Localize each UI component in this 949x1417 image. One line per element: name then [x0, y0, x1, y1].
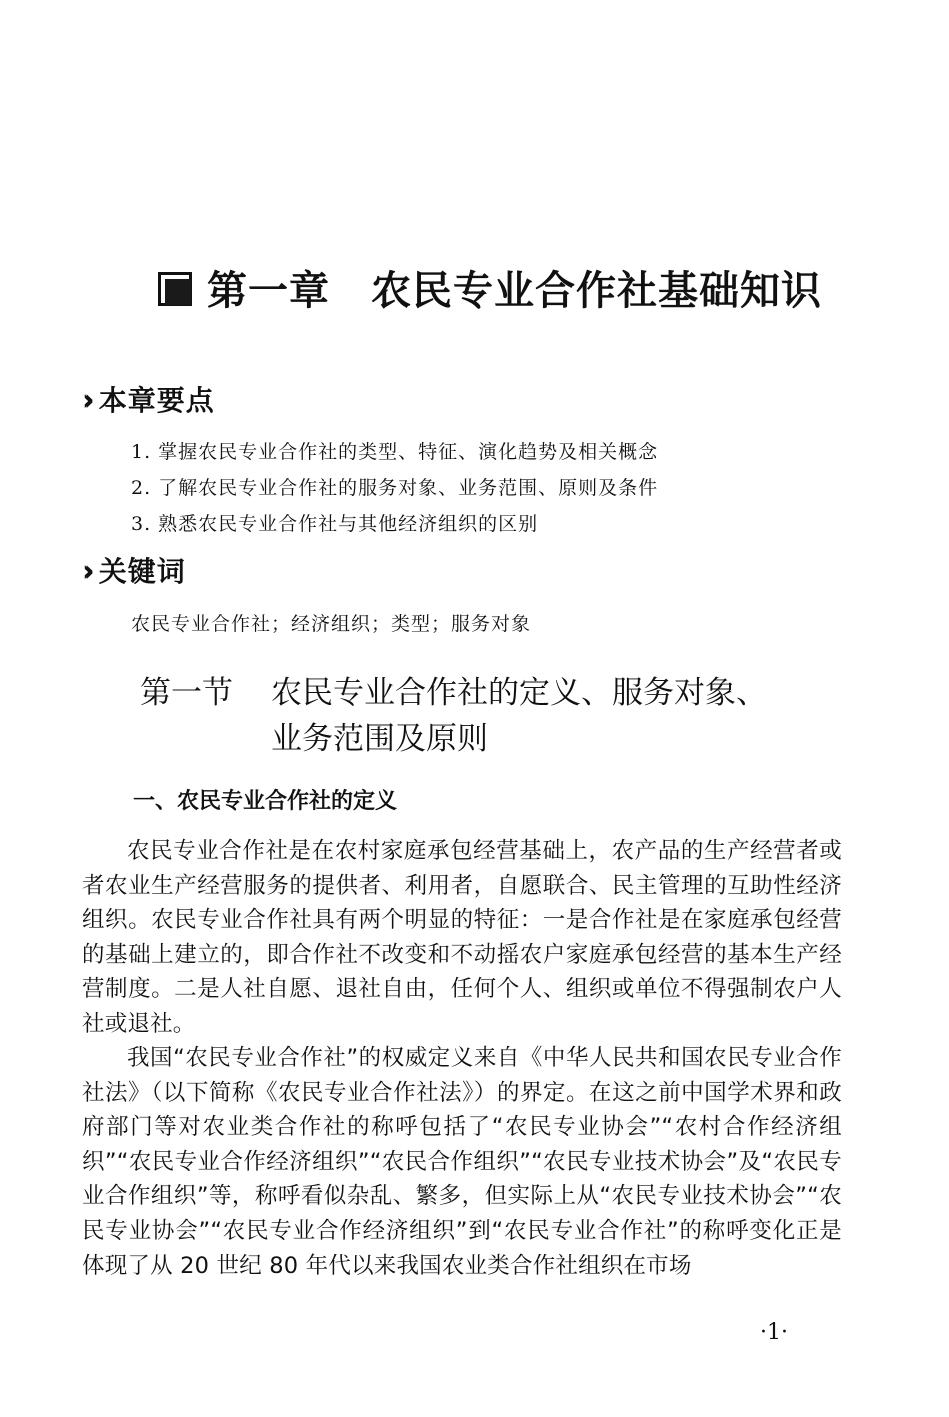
double-chevron-icon: ›› [82, 383, 87, 418]
keywords-heading [82, 552, 186, 592]
body-paragraph: 我国“农民专业合作社”的权威定义来自《中华人民共和国农民专业合作社法》（以下简称《农民专业合作社法》）的界定。在这之前中国学术界和政府部门等对农业类合作社的称呼包括了“农民专业协会”“农村合作经济组织”“农民专业合作经济组织”“农民合作组织”“农民专业技术协会”及“农民专业合作组织”等，称呼看似杂乱、繁多，但实际上从“农民专业技术协会”“农民专业协会”“农民专业合作经济组织”到“农民专业合作社”的称呼变化正是体现了从 20 世纪 80 年代以来我国农业类合作社组织在市场 [82, 1045, 842, 1279]
keywords-text: 农民专业合作社；经济组织；类型；服务对象 [131, 613, 532, 635]
keywords-heading-label: 关键词 [98, 555, 186, 588]
key-point-item: 3. 熟悉农民专业合作社与其他经济组织的区别 [131, 513, 539, 535]
body-paragraph: 农民专业合作社是在农村家庭承包经营基础上，农产品的生产经营者或者农业生产经营服务的提供者、利用者，自愿联合、民主管理的互助性经济组织。农民专业合作社具有两个明显的特征：一是合作社是在家庭承包经营的基础上建立的，即合作社不改变和不动摇农户家庭承包经营的基本生产经营制度。二是人社自愿、退社自由，任何个人、组织或单位不得强制农户人社或退社。 [82, 838, 842, 1037]
section-title-line2: 业务范围及原则 [271, 721, 488, 757]
chapter-square-icon [158, 272, 192, 306]
key-points-heading [82, 381, 215, 421]
key-points-heading-label: 本章要点 [98, 384, 215, 417]
section-title-line1: 农民专业合作社的定义、服务对象、 [271, 675, 767, 711]
key-point-item: 1. 掌握农民专业合作社的类型、特征、演化趋势及相关概念 [131, 441, 659, 463]
section-number: 第一节 [140, 675, 233, 711]
subsection-title: 一、农民专业合作社的定义 [133, 789, 398, 814]
key-point-item: 2. 了解农民专业合作社的服务对象、业务范围、原则及条件 [131, 477, 659, 499]
double-chevron-icon: ›› [82, 554, 87, 589]
chapter-title: 第一章 农民专业合作社基础知识 [207, 268, 822, 314]
page-number: ·1· [760, 1320, 788, 1345]
